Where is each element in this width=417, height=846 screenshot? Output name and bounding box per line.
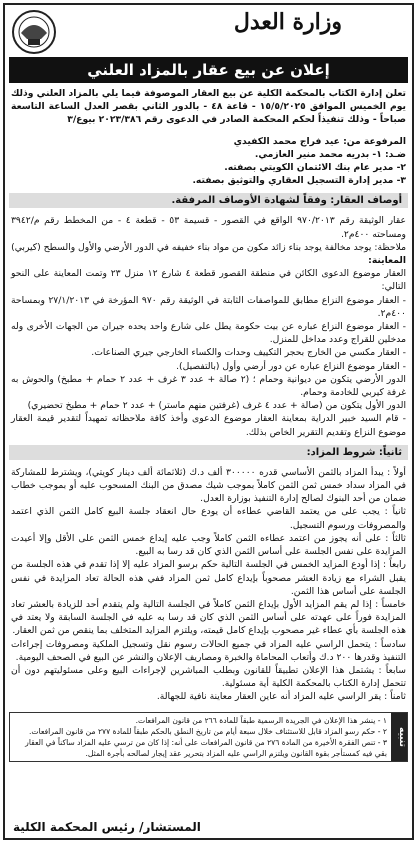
auction-conditions (5, 462, 412, 708)
condition-line: ثامناً : يقر الراسي عليه المزاد أنه عاين العقار معاينة نافية للجهالة. (156, 691, 406, 703)
note-line: ٢ - حكم رسو المزاد قابل للاستئناف خلال سبعة أيام من تاريخ النطق بالحكم طبقاً للمادة ٢٧٧ من قانون المرافعات. (29, 726, 387, 736)
notes-box (9, 712, 408, 762)
ministry-name: وزارة العدل (233, 9, 342, 35)
condition-line: أولاً : يبدأ المزاد بالثمن الأساسي قدره ٣٠٠٠٠٠ ألف د.ك (ثلاثمائة ألف دينار كويتي)، ويشترط للمشاركة في المزاد سداد خمس ثمن الثمن كاملاً بموجب شيك مصدق من البنك المسحوب عليه أو بموجب خطاب ضمان من أحد البنوك لصالح إدارة التنفيذ بوزارة العدل. (11, 466, 406, 505)
notes-body (10, 713, 391, 761)
condition-line: ثانياً : يجب على من يعتمد القاضي عطاءه أن يودع حال انعقاد جلسة البيع كامل الثمن الذي اعتمد والمصروفات ورسوم التسجيل. (11, 506, 406, 531)
section-heading-property: أوصاف العقار: وفقاً لشهادة الأوصاف المرفقة. (9, 193, 408, 208)
property-line: - قام السيد خبير الدراية بمعاينة العقار موضوع الدعوى وأخذ كافة ملاحظاته تمهيداً لتقدير قيمة العقار موضوع النزاع وتقديم التقرير الخاص بذلك. (11, 413, 406, 438)
party-line: ٢- مدير عام بنك الائتمان الكويتي بصفته. (224, 162, 406, 174)
intro-line: تعلن إدارة الكتاب بالمحكمة الكلية عن بيع العقار الموصوفة فيما يلي بالمزاد العلني وذلك يوم الخميس الموافق ١٥/٥/٢٠٢٥ - قاعة ٤٨ - بالدور الثاني بقصر العدل الساعة التاسعة صباحاً - وذلك تنفيذاً لحكم المحكمة الصادر في الدعوى رقم ٢٠٢٣/٣٨٦ بيوع/٣ (11, 88, 406, 126)
property-line: الدور الأرضي يتكون من ديوانية وحمام ؛ (٢ صالة + عدد ٣ غرف + عدد ٢ حمام + مطبخ) والحوش به غرفة كيربي للخادمة وحمام. (11, 373, 406, 399)
parties-block (5, 131, 412, 192)
party-line: المرفوعة من: عيد فراج محمد الكفيدي (233, 135, 406, 147)
party-line: ضـد: ١- بدريه محمد منير العازمي. (254, 148, 406, 160)
property-line: المعاينة: (368, 255, 406, 267)
intro-paragraph (5, 83, 412, 131)
property-line: الدور الأول يتكون من (صالة + عدد ٤ غرف (غرفتين منهم ماستر) + عدد ٢ حمام + مطبخ تحضيري) (27, 400, 406, 412)
kuwait-emblem-icon (11, 9, 57, 55)
notes-label: تنبيه (391, 713, 407, 761)
note-line: ٣ - تنص الفقرة الأخيرة من المادة ٢٧٦ من قانون المرافعات على أنه: إذا كان من ترسي عليه المزاد ساكناً في العقار بقي فيه كمستأجر بقوة القانون ويلتزم الراسي عليه المزاد بتحرير عقد إيجار لصالحه بأجرة المثل. (25, 737, 387, 758)
announcement-page (3, 3, 414, 840)
condition-line: رابعاً : إذا أودع المزايد الخمس في الجلسة التالية حكم برسو المزاد عليه إلا إذا تقدم في هذه الجلسة من يقبل الشراء مع زيادة العشر مصحوباً بإيداع كامل ثمن المزاد ففي هذه الحالة تعاد المزايدة في نفس الجلسة على أساس هذا الثمن. (11, 559, 406, 597)
condition-line: سابعاً : يشتمل هذا الإعلان تطبيقاً للقانون وبطلب المباشرين لإجراءات البيع وعلى مسئوليتهم دون أن تتحمل إدارة الكتاب بالمحكمة الكلية أية مسئولية. (11, 664, 406, 690)
condition-line: خامساً : إذا لم يقم المزايد الأول بإيداع الثمن كاملاً في الجلسة التالية ولم يتقدم أحد للزيادة بالعشر تعاد المزايدة فوراً على عهدته على أساس الثمن الذي كان قد رسا به عليه في الجلسة السابقة ولا يعتد في هذه الجلسة بأي عطاء غير مصحوب بإيداع كامل قيمته، ويلتزم المزايد المتخلف بما ينقص من ثمن العقار. (11, 598, 406, 637)
property-line: - العقار مكسي من الخارج بحجر التكييف وحدات والكساء الخارجي جيري الصناعات. (91, 347, 406, 359)
property-line: - العقار موضوع النزاع عباره عن بيت حكومة يطل على شارع واحد يحده جيران من الجهات الأخرى وله مدخلين للقراج وعدد مداخل للمنزل. (11, 321, 406, 346)
property-line: ملاحظة: يوجد مخالفة يوجد بناء زائد مكون من مواد بناء خفيفه في الدور الأرضي والأول والسطح (كيربي) (11, 241, 406, 253)
property-line: العقار موضوع الدعوى الكائن في منطقة القصور قطعة ٤ شارع ١٢ منزل ٢٣ وتمت المعاينة على النحو التالي: (11, 268, 406, 293)
property-line: - العقار موضوع النزاع عباره عن دور أرضي وأول (بالتفصيل). (176, 360, 406, 372)
signature: المستشار/ رئيس المحكمة الكلية (13, 820, 201, 834)
header (5, 5, 412, 57)
section-heading-conditions: ثانياً: شروط المزاد: (9, 445, 408, 460)
announcement-title: إعلان عن بيع عقار بالمزاد العلني (9, 57, 408, 83)
party-line: ٣- مدير إدارة التسجيل العقاري والتوثيق بصفته. (192, 175, 406, 187)
property-line: عقار الوثيقة رقم ٩٧٠/٢٠١٣ الواقع في القصور - قسيمة ٥٣ - قطعة ٤ - من المخطط رقم م/٣٩٤٢ ومساحته ٤٠٠م٢. (11, 215, 406, 240)
condition-line: سادساً : يتحمل الراسي عليه المزاد في جميع الحالات رسوم نقل وتسجيل الملكية ومصروفات إجراءات التنفيذ وقدرها ٢٠٠ د.ك وأتعاب المحاماة والخبرة ومصاريف الإعلان والنشر عن البيع في الصحف اليومية. (11, 638, 406, 663)
property-description (5, 210, 412, 442)
property-line: - العقار موضوع النزاع مطابق للمواصفات الثابتة في الوثيقة رقم ٩٧٠ المؤرخة في ٢٧/١/٢٠١٣ وبمساحة ٤٠٠م٢. (11, 294, 406, 319)
note-line: ١ - ينشر هذا الإعلان في الجريدة الرسمية طبقاً للمادة ٢٦٦ من قانون المرافعات. (135, 715, 387, 725)
condition-line: ثالثاً : على أنه يجوز من اعتمد عطاءه الثمن كاملاً وجب عليه إيداع خمس الثمن على الأقل وإلا أعيدت المزايدة على نفس الجلسة على أساس الثمن الذي كان قد رسا به البيع. (11, 532, 406, 558)
